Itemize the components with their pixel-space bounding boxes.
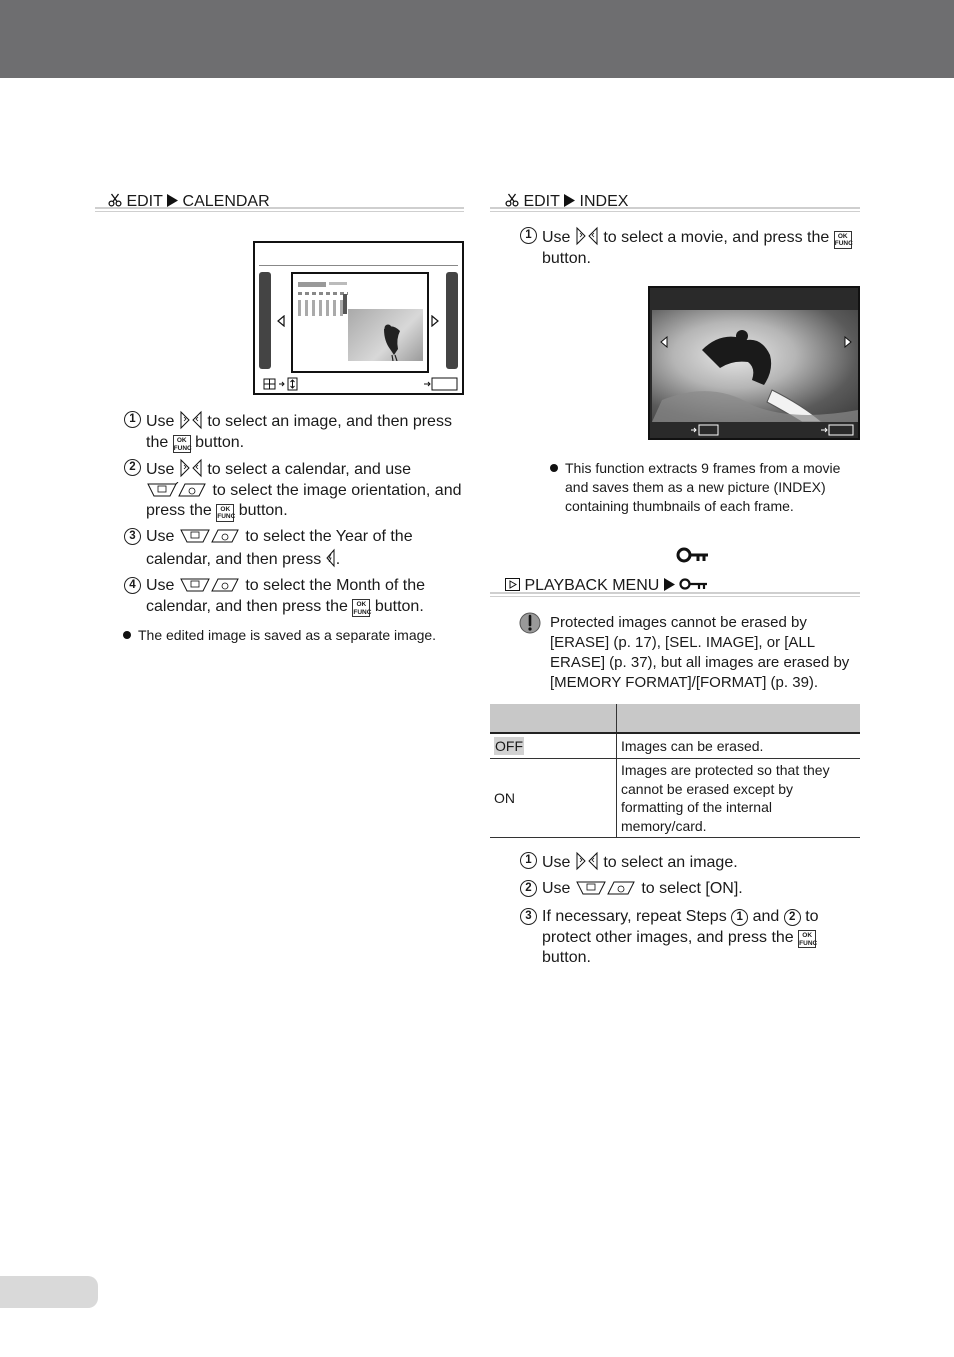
calendar-rule [95,207,464,212]
calendar-screen [253,241,464,395]
triangle-right-icon [664,578,675,591]
caution-icon [519,612,541,634]
table-header-row [490,704,860,733]
bullet-dot [550,464,558,472]
step-number: 1 [124,411,141,428]
right-arrow-icon [844,336,852,348]
step-number: 2 [124,459,141,476]
ok-func-button-icon: OK FUNC [173,437,192,452]
scissors-icon [505,193,519,207]
ok-func-button-icon: OK FUNC [799,932,818,947]
left-arrow-icon [277,315,285,327]
up-down-button-icon [575,880,637,896]
triangle-right-icon [564,194,575,207]
index-step-1: 1 Use to select a movie, and press the OK FUNC button. [542,226,860,269]
calendar-step-3: 3 Use to select the Year of the calendar, and then press . [146,527,464,570]
table-header-cell [490,704,617,733]
calendar-step-4: 4 Use to select the Month of the calendar, and then press the OK FUNC button. [146,576,464,617]
table-row [490,759,860,838]
up-down-button-icon [146,482,208,498]
orientation-icon [263,377,299,391]
left-right-button-icon [179,410,203,430]
ok-func-button-icon: OK FUNC [217,505,236,520]
bullet-dot [123,631,131,639]
step-number: 3 [520,908,537,925]
calendar-heading-b: CALENDAR [182,193,270,210]
step-number: 2 [520,880,537,897]
bird-icon [348,309,423,361]
triangle-right-icon [167,194,178,207]
movie-screen [648,286,860,440]
left-arrow-icon [660,336,668,348]
index-note: This function extracts 9 frames from a movie and saves them as a new picture (INDEX) containing thumbnails of each frame. [565,459,860,516]
right-arrow-icon [431,315,439,327]
calendar-page [291,272,429,373]
table-cell-option [490,733,617,759]
play-button-icon [690,424,720,436]
left-right-button-icon [575,226,599,246]
calendar-note: The edited image is saved as a separate image. [138,626,464,645]
caution-text: Protected images cannot be erased by [ERASE] (p. 17), [SEL. IMAGE], or [ALL ERASE] (p. 37), but all images are erased by [MEMORY FORMAT]/[FORMAT] (p. 39). [550,614,850,691]
option-off: OFF [495,738,523,754]
ok-func-button-icon: OK FUNC [834,232,853,247]
index-heading-b: INDEX [579,193,629,210]
left-right-button-icon [179,458,203,478]
inline-step-number: 1 [731,909,748,926]
protect-step-3: 3 If necessary, repeat Steps 1 and 2 to protect other images, and press the OK FUNC button. [542,907,860,969]
protect-heading-a: PLAYBACK MENU [524,577,660,594]
scissors-icon [108,193,122,207]
left-panel [259,272,271,369]
step-number: 4 [124,577,141,594]
protect-key-icon [676,546,710,564]
table-header-cell [617,704,861,733]
calendar-heading-a: EDIT [126,193,163,210]
protect-options-table [490,704,860,838]
surfer-icon [652,310,858,422]
ok-func-button-icon: OK FUNC [353,601,372,616]
top-banner [0,0,954,78]
protect-step-1: 1 Use to select an image. [542,851,860,874]
ok-return-icon [820,424,856,436]
step-number: 1 [520,852,537,869]
right-panel [446,272,458,369]
ok-return-icon [423,377,459,391]
index-rule [490,207,860,212]
calendar-step-2: 2 Use to select a calendar, and use to select the image orientation, and press the OK FUNC button. [146,458,464,522]
protect-rule [490,592,860,597]
step-number: 1 [520,227,537,244]
table-cell-option: ON [490,759,617,838]
page-number-tab [0,1276,98,1308]
bird-photo [348,309,423,361]
surfer-photo [652,310,858,422]
playback-icon [505,578,520,591]
up-down-button-icon [179,528,241,544]
index-heading-a: EDIT [523,193,560,210]
up-down-button-icon [179,577,241,593]
left-right-button-icon [575,851,599,871]
table-cell-desc: Images are protected so that they cannot be erased except by formatting of the internal memory/card. [617,759,861,838]
inline-step-number: 2 [784,909,801,926]
protect-step-2: 2 Use to select [ON]. [542,879,860,900]
table-cell-desc: Images can be erased. [617,733,861,759]
right-button-icon [326,548,336,568]
table-row [490,733,860,759]
step-number: 3 [124,528,141,545]
calendar-step-1: 1 Use to select an image, and then press the OK FUNC button. [146,410,464,453]
key-icon [679,577,709,591]
